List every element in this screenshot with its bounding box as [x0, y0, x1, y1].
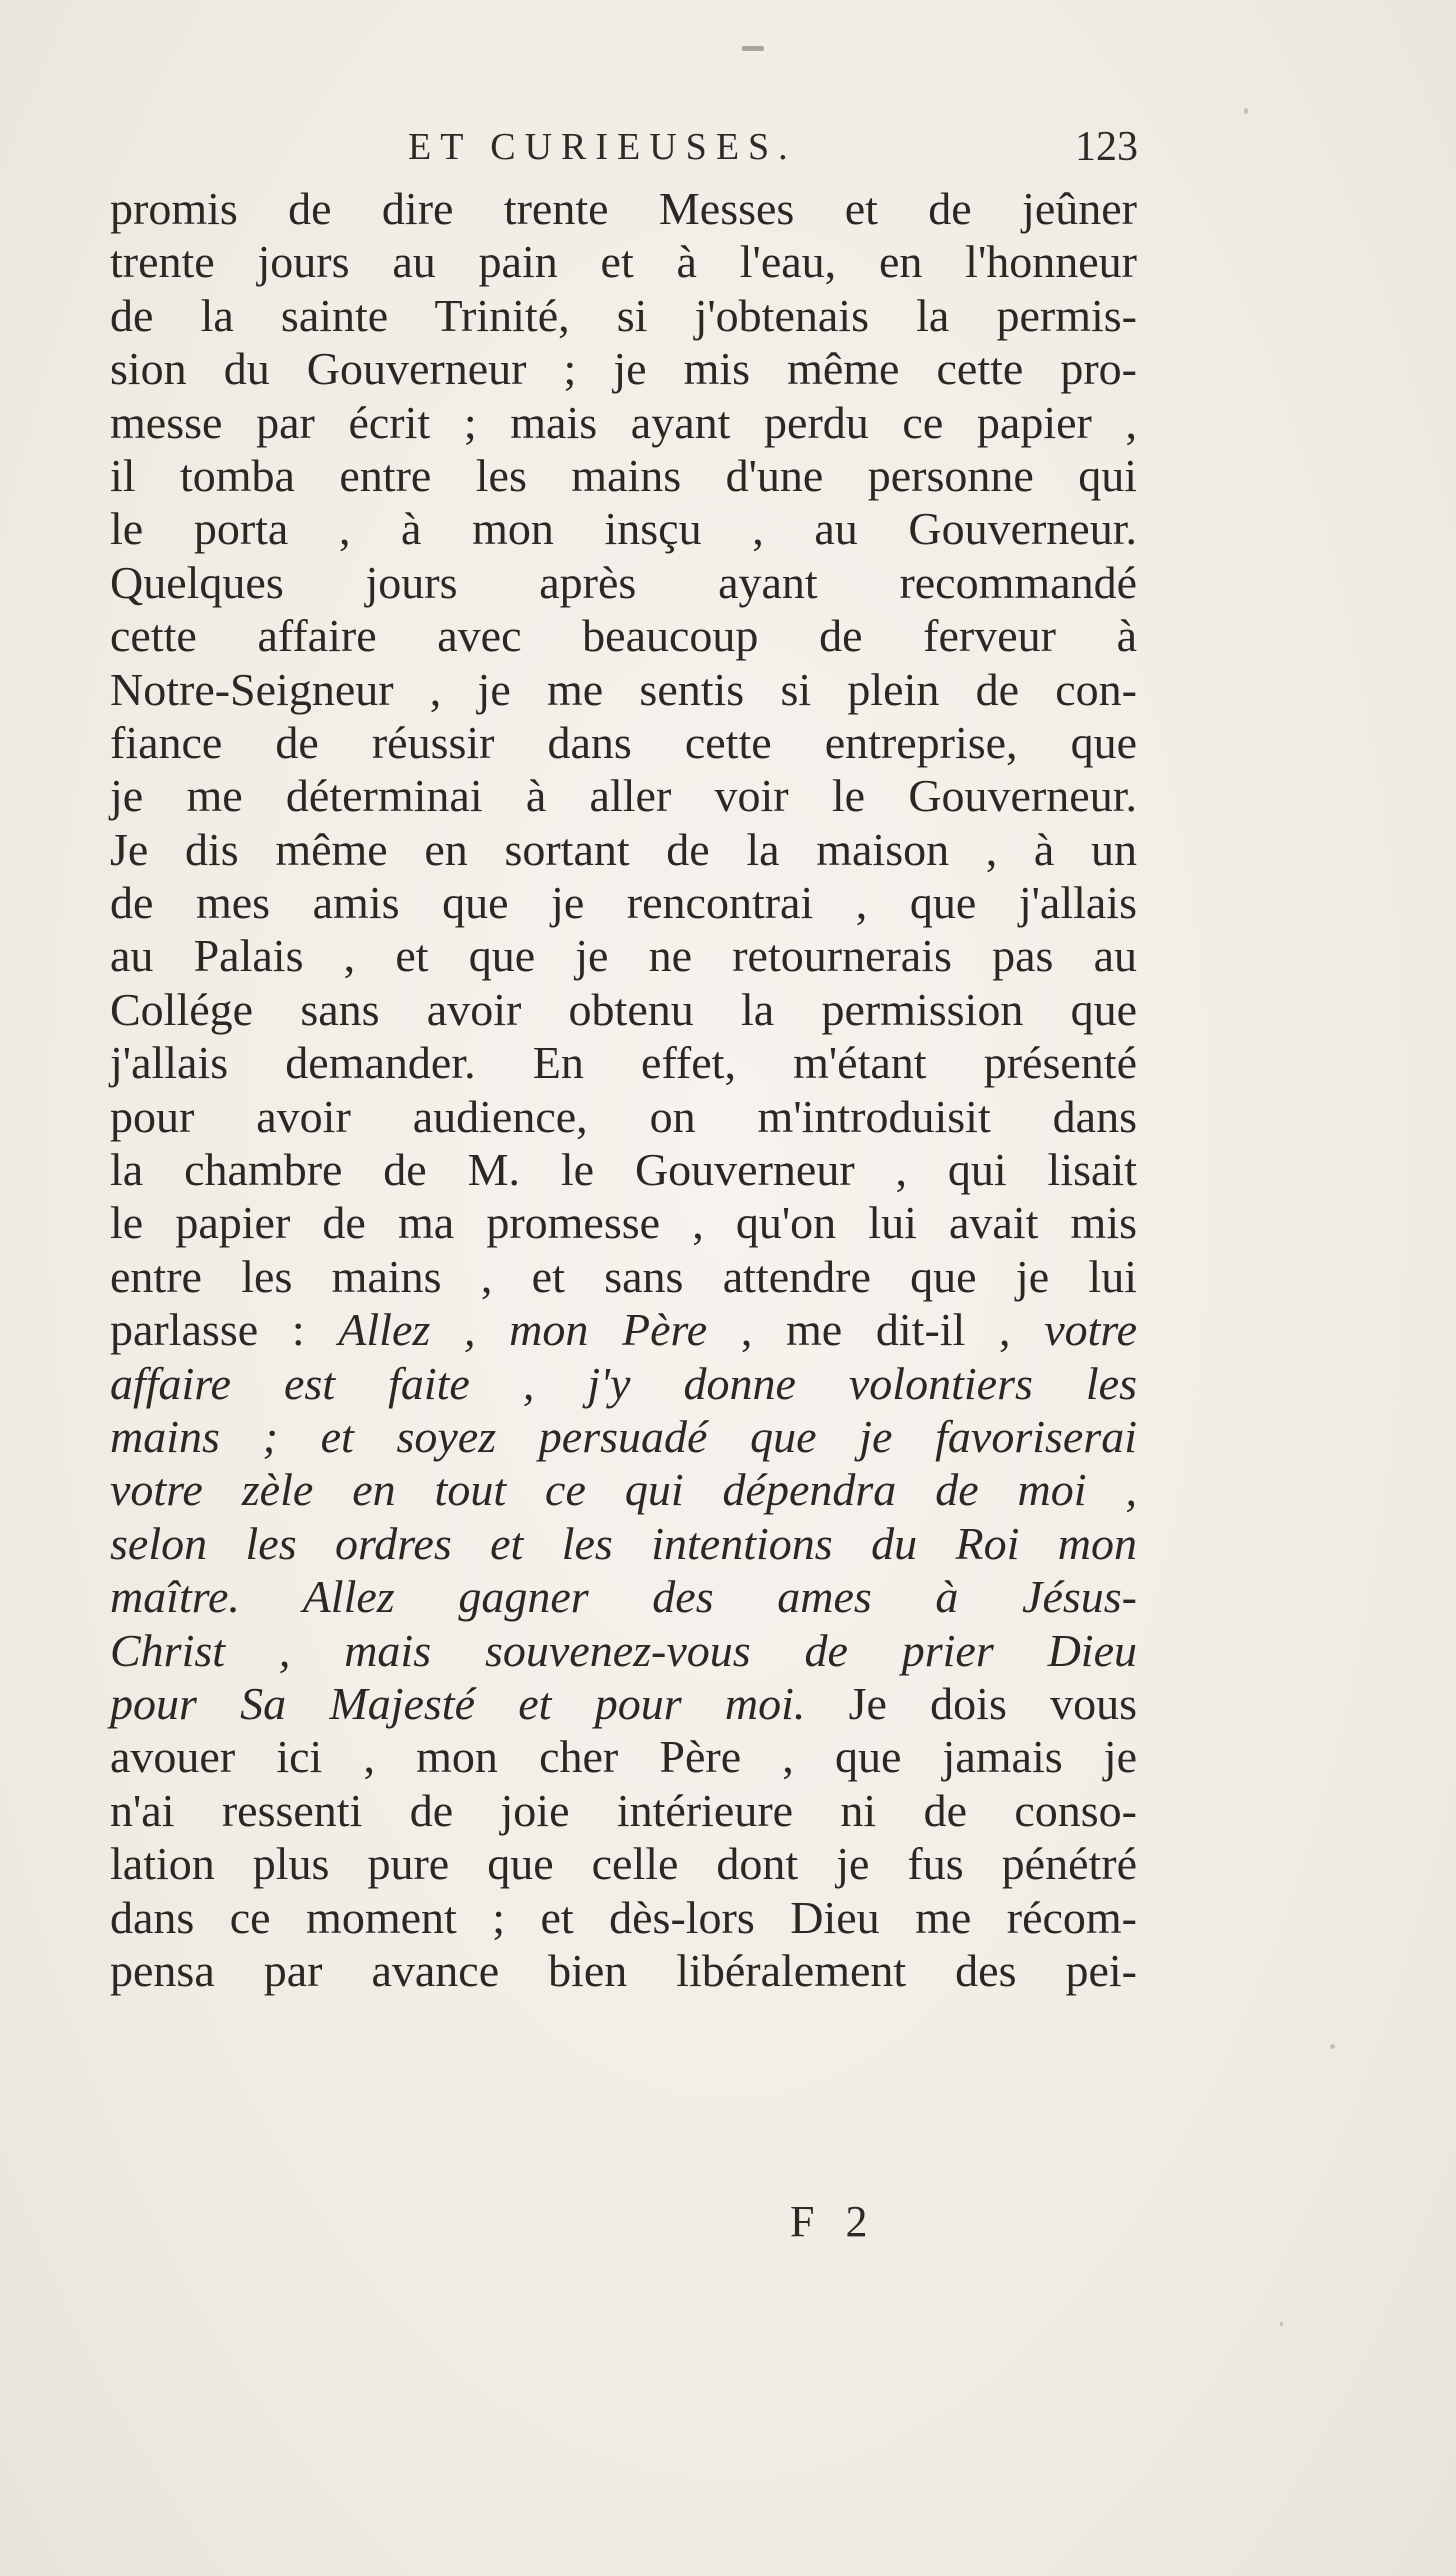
text-line: n'ai ressenti de joie intérieure ni de conso- — [110, 1784, 1137, 1836]
text-line: avouer ici , mon cher Père , que jamais je — [110, 1731, 1137, 1783]
text-line-italic: maître. Allez gagner des ames à Jésus- — [110, 1571, 1137, 1623]
text-line: sion du Gouverneur ; je mis même cette pro- — [110, 343, 1137, 395]
text-line: entre les mains , et sans attendre que je lui — [110, 1250, 1137, 1302]
text-line: pensa par avance bien libéralement des pei- — [110, 1944, 1137, 1996]
text-line: de mes amis que je rencontrai , que j'allais — [110, 877, 1137, 929]
text-line: trente jours au pain et à l'eau, en l'honneur — [110, 236, 1137, 288]
text-line: messe par écrit ; mais ayant perdu ce papier , — [110, 396, 1137, 448]
roman-text: parlasse : — [110, 1304, 339, 1356]
italic-text: votre — [1044, 1304, 1137, 1356]
body-text — [110, 182, 1137, 1997]
text-line: je me déterminai à aller voir le Gouverneur. — [110, 770, 1137, 822]
text-line-mixed — [110, 1677, 1137, 1730]
text-line: le papier de ma promesse , qu'on lui avait mis — [110, 1197, 1137, 1249]
text-line: la chambre de M. le Gouverneur , qui lisait — [110, 1144, 1137, 1196]
paper-speck — [1244, 108, 1248, 114]
text-line: cette affaire avec beaucoup de ferveur à — [110, 610, 1137, 662]
page-header — [408, 122, 1138, 172]
italic-text: pour Sa Majesté et pour moi. — [110, 1677, 806, 1729]
text-line: il tomba entre les mains d'une personne qui — [110, 449, 1137, 501]
text-line: Notre-Seigneur , je me sentis si plein de con- — [110, 663, 1137, 715]
text-line: de la sainte Trinité, si j'obtenais la permis- — [110, 289, 1137, 341]
signature-mark: F 2 — [790, 2197, 878, 2246]
paper-speck — [1280, 2322, 1283, 2326]
roman-text: , me dit-il , — [707, 1304, 1045, 1356]
text-line: lation plus pure que celle dont je fus pénétré — [110, 1838, 1137, 1890]
text-line: au Palais , et que je ne retournerais pas au — [110, 930, 1137, 982]
text-line-italic: mains ; et soyez persuadé que je favoriserai — [110, 1410, 1137, 1462]
text-line: fiance de réussir dans cette entreprise, que — [110, 716, 1137, 768]
text-line: dans ce moment ; et dès-lors Dieu me récom- — [110, 1891, 1137, 1943]
paper-speck — [1330, 2044, 1335, 2049]
text-line-italic: votre zèle en tout ce qui dépendra de moi , — [110, 1464, 1137, 1516]
text-line-italic: affaire est faite , j'y donne volontiers les — [110, 1357, 1137, 1409]
text-line: promis de dire trente Messes et de jeûner — [110, 183, 1137, 234]
italic-text: Allez , mon Père — [338, 1304, 708, 1356]
text-line: Collége sans avoir obtenu la permission que — [110, 983, 1137, 1035]
ink-mark — [742, 46, 764, 51]
roman-text: Je dois vous — [805, 1677, 1137, 1729]
text-line-italic: Christ , mais souvenez-vous de prier Dieu — [110, 1624, 1137, 1676]
page-number: 123 — [1075, 124, 1138, 170]
text-line: le porta , à mon insçu , au Gouverneur. — [110, 503, 1137, 555]
text-line-mixed — [110, 1303, 1137, 1356]
text-line: Je dis même en sortant de la maison , à un — [110, 823, 1137, 875]
text-line-italic: selon les ordres et les intentions du Roi mon — [110, 1517, 1137, 1569]
text-line: pour avoir audience, on m'introduisit dans — [110, 1090, 1137, 1142]
running-head: ET CURIEUSES. — [408, 126, 797, 168]
text-line: j'allais demander. En effet, m'étant présenté — [110, 1037, 1137, 1089]
text-line: Quelques jours après ayant recommandé — [110, 556, 1137, 608]
